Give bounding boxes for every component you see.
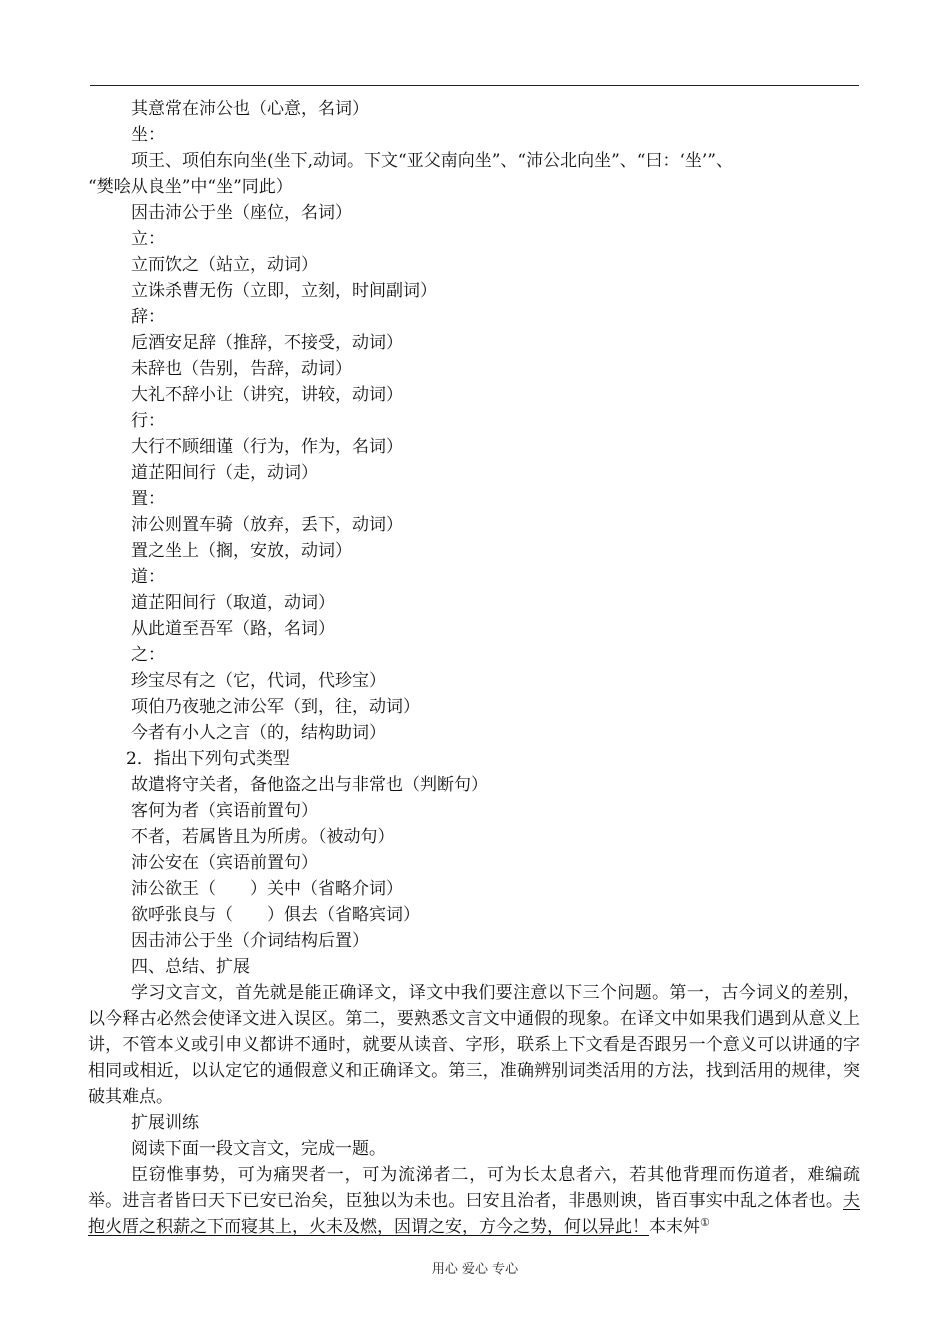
text-line: 因击沛公于坐（座位，名词）: [131, 203, 352, 223]
text-line: 未辞也（告别，告辞，动词）: [131, 359, 352, 379]
text-line: 其意常在沛公也（心意，名词）: [131, 99, 369, 119]
text-line: 2．指出下列句式类型: [126, 749, 290, 769]
text-line: 从此道至吾军（路，名词）: [131, 619, 335, 639]
document-body: [88, 96, 860, 1240]
exercise-instruction: 阅读下面一段文言文，完成一题。: [131, 1139, 386, 1159]
text-line: 沛公安在（宾语前置句）: [131, 853, 318, 873]
text-line: 之：: [131, 645, 165, 665]
text-line: 欲呼张良与（ ）俱去（省略宾词）: [131, 905, 420, 925]
text-line: 项伯乃夜驰之沛公军（到，往，动词）: [131, 697, 420, 717]
text-line: 四、总结、扩展: [131, 957, 250, 977]
text-line: 道芷阳间行（取道，动词）: [131, 593, 335, 613]
underlined-sentence: 夫抱火厝之积薪之下而寝其上，火未及燃，因谓之安，方今之势，何以异此！: [88, 1191, 860, 1237]
passage-text: 臣窃惟事势，可为痛哭者一，可为流涕者二，可为长太息者六，若其他背理而伤道者，难编疏举。进言者皆曰天下已安已治矣，臣独以为未也。曰安且治者，非愚则谀，皆百事实中乱之体者也。: [88, 1165, 860, 1211]
text-line: 置之坐上（搁，安放，动词）: [131, 541, 352, 561]
text-line: 大行不顾细谨（行为，作为，名词）: [131, 437, 403, 457]
text-line: 沛公欲王（ ）关中（省略介词）: [131, 879, 403, 899]
text-line: 大礼不辞小让（讲究，讲较，动词）: [131, 385, 403, 405]
classical-passage: [88, 1162, 860, 1240]
text-line: 道：: [131, 567, 165, 587]
summary-paragraph: 学习文言文，首先就是能正确译文，译文中我们要注意以下三个问题。第一，古今词义的差别，以今释古必然会使译文进入误区。第二，要熟悉文言文中通假的现象。在译文中如果我们遇到从意义上讲，不管本义或引申义都讲不通时，就要从读音、字形，联系上下文看是否跟另一个意义可以讲通的字相同或相近，以认定它的通假意义和正确译文。第三，准确辨别词类活用的方法，找到活用的规律，突破其难点。: [88, 983, 860, 1107]
text-line: 珍宝尽有之（它，代词，代珍宝）: [131, 671, 386, 691]
page-footer: 用心 爱心 专心: [431, 1262, 519, 1277]
text-line: 故遣将守关者，备他盗之出与非常也（判断句）: [131, 775, 488, 795]
header-rule: [90, 85, 859, 86]
text-line: 今者有小人之言（的，结构助词）: [131, 723, 386, 743]
text-line: 立而饮之（站立，动词）: [131, 255, 318, 275]
text-line: 客何为者（宾语前置句）: [131, 801, 318, 821]
text-line: 卮酒安足辞（推辞，不接受，动词）: [131, 333, 403, 353]
text-line: 道芷阳间行（走，动词）: [131, 463, 318, 483]
text-line: 沛公则置车骑（放弃，丢下，动词）: [131, 515, 403, 535]
text-line: 不者，若属皆且为所虏。（被动句）: [131, 827, 395, 847]
text-line: “樊哙从良坐”中“坐”同此）: [88, 177, 293, 197]
annotation-lines: [88, 96, 860, 980]
text-line: 因击沛公于坐（介词结构后置）: [131, 931, 369, 951]
passage-continuation: 本末舛: [649, 1217, 700, 1237]
text-line: 立：: [131, 229, 165, 249]
text-line: 立诛杀曹无伤（立即，立刻，时间副词）: [131, 281, 437, 301]
text-line: 辞：: [131, 307, 165, 327]
text-line: 置：: [131, 489, 165, 509]
text-line: 行：: [131, 411, 165, 431]
text-line: 项王、项伯东向坐(坐下,动词。下文“亚父南向坐”、“沛公北向坐”、“曰：‘坐’”、: [131, 151, 733, 171]
text-line: 坐：: [131, 125, 165, 145]
footnote-marker: ①: [700, 1216, 710, 1229]
section-title: 扩展训练: [131, 1113, 199, 1133]
